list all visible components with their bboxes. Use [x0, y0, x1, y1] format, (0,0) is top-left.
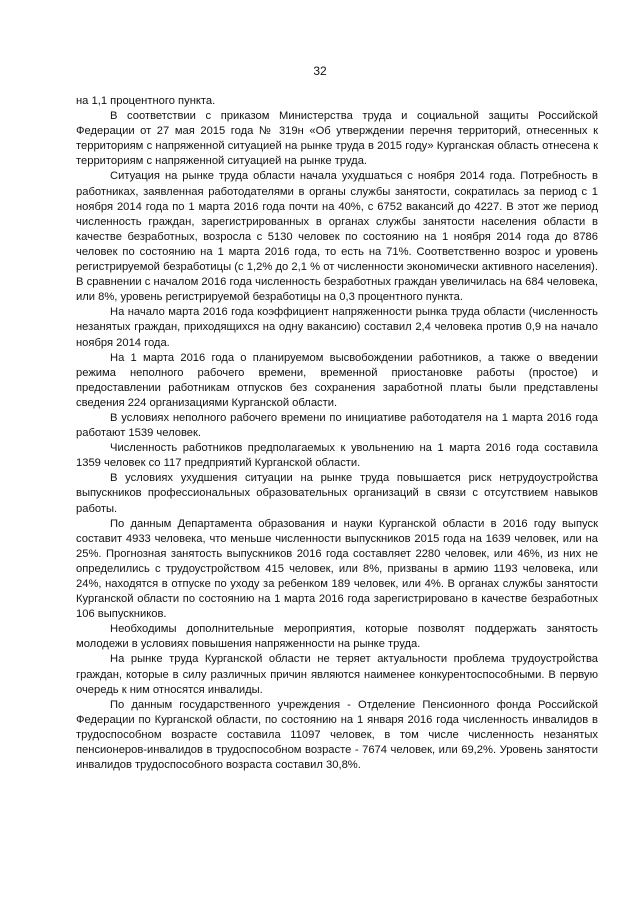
paragraph-tension-coefficient: На начало марта 2016 года коэффициент напряженности рынка труда области (численность незанятых граждан, приходящихся на одну вакансию) составил 2,4 человека против 0,9 на начало ноября 2014 года. [76, 306, 598, 349]
paragraph-planned-release: На 1 марта 2016 года о планируемом высвобождении работников, а также о введении режима неполного рабочего времени, временной приостановке работы (простое) и предоставлении работникам отпусков без сохранения заработной платы были представлены сведения 224 организациями Курганской области. [76, 351, 598, 409]
paragraph-pension-fund-data: По данным государственного учреждения - Отделение Пенсионного фонда Российской Федерации по Курганской области, по состоянию на 1 января 2016 года численность инвалидов в трудоспособном возрасте составила 11097 человек, в том числе численность незанятых пенсионеров-инвалидов в трудоспособном возрасте - 7674 человек, или 69,2%. Уровень занятости инвалидов трудоспособного возраста составил 30,8%. [76, 698, 598, 772]
paragraph-part-time-work: В условиях неполного рабочего времени по инициативе работодателя на 1 марта 2016 года работают 1539 человек. [76, 411, 598, 440]
document-body [76, 94, 598, 773]
paragraph-continuation: на 1,1 процентного пункта. [76, 95, 216, 107]
page-number: 32 [313, 64, 327, 78]
paragraph-disabled-employment: На рынке труда Курганской области не теряет актуальности проблема трудоустройства граждан, которые в силу различных причин являются наименее конкурентоспособными. В первую очередь к ним относятся инвалиды. [76, 653, 598, 696]
paragraph-youth-measures: Необходимы дополнительные мероприятия, которые позволят поддержать занятость молодежи в условиях повышения напряженности на рынке труда. [76, 623, 598, 651]
paragraph-labor-market-situation: Ситуация на рынке труда области начала ухудшаться с ноября 2014 года. Потребность в работниках, заявленная работодателями в органы службы занятости, сократилась за период с 1 ноября 2014 года по 1 марта 2016 года почти на 40%, с 6752 вакансий до 4227. В этот же период численность граждан, зарегистрированных в органах службы занятости населения области в качестве безработных, возросла с 5130 человек по состоянию на 1 ноября 2014 года до 8786 человек по состоянию на 1 марта 2016 года, то есть на 71%. Соответственно возрос и уровень регистрируемой безработицы (с 1,2% до 2,1 % от численности экономически активного населения). В сравнении с началом 2016 года численность безработных граждан увеличилась на 684 человека, или 8%, уровень регистрируемой безработицы на 0,3 процентного пункта. [76, 170, 598, 304]
paragraph-ministry-order: В соответствии с приказом Министерства труда и социальной защиты Российской Федерации от 27 мая 2015 года № 319н «Об утверждении перечня территорий, отнесенных к территориям с напряженной ситуацией на рынке труда в 2015 году» Курганская область отнесена к территориям с напряженной ситуацией на рынке труда. [76, 110, 598, 168]
paragraph-planned-dismissals: Численность работников предполагаемых к увольнению на 1 марта 2016 года составила 1359 человек со 117 предприятий Курганской области. [76, 442, 598, 470]
paragraph-graduate-risk: В условиях ухудшения ситуации на рынке труда повышается риск нетрудоустройства выпускников профессиональных образовательных организаций в связи с отсутствием навыков работы. [76, 472, 598, 515]
paragraph-graduates-data: По данным Департамента образования и науки Курганской области в 2016 году выпуск составит 4933 человека, что меньше численности выпускников 2015 года на 1639 человек, или на 25%. Прогнозная занятость выпускников 2016 года составляет 2280 человек, или 46%, из них не определились с трудоустройством 415 человек, или 8%, призваны в армию 1193 человека, или 24%, находятся в отпуске по уходу за ребенком 189 человек, или 4%. В органах службы занятости Курганской области по состоянию на 1 марта 2016 года зарегистрировано в качестве безработных 106 выпускников. [76, 517, 598, 621]
